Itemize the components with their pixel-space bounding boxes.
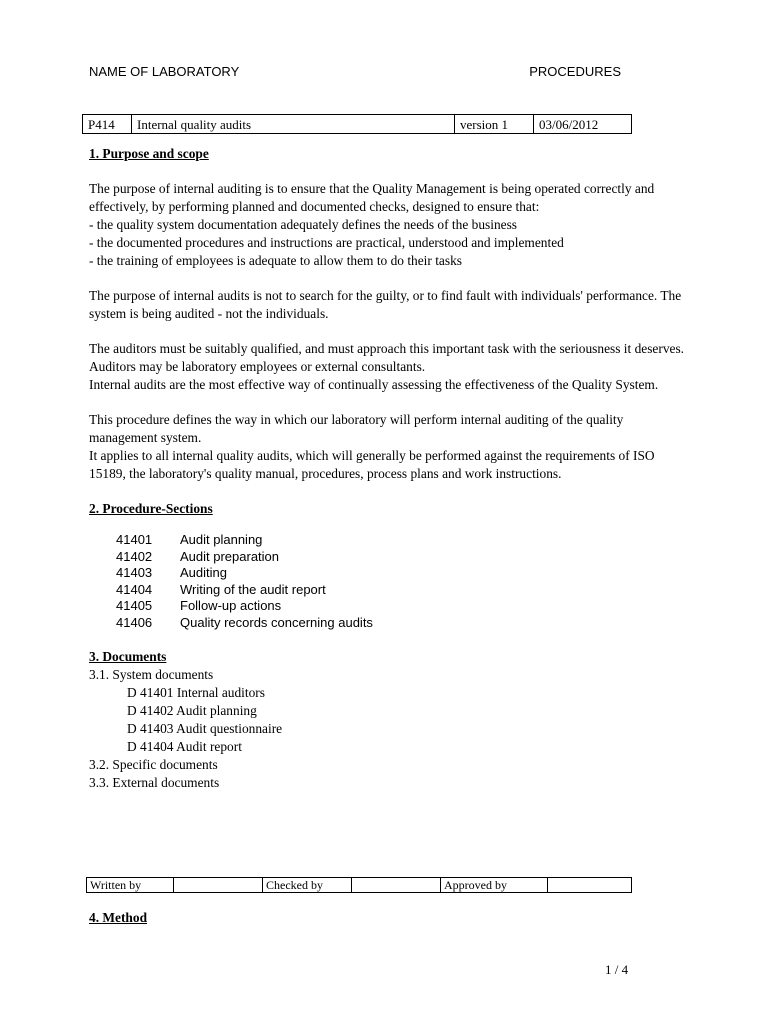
doc-type: PROCEDURES [529,64,621,79]
signoff-table [86,877,632,893]
subheading: 3.2. Specific documents [89,757,218,772]
list-item: 41406 Quality records concerning audits [116,614,373,630]
section-3-heading: 3. Documents [89,649,167,664]
written-by-label: Written by [87,878,174,893]
paragraph: The purpose of internal auditing is to ensure that the Quality Management is being operated correctly and effectively, by performing planned and documented checks, designed to ensure that: [89,181,655,214]
signoff-row [87,878,632,893]
doc-id-row [83,115,632,134]
doc-id-table [82,114,632,134]
doc-code: P414 [83,115,132,134]
list-item: 41403 Auditing [116,565,227,580]
checked-by-label: Checked by [263,878,352,893]
paragraph: This procedure defines the way in which our laboratory will perform internal auditing of the quality management system. [89,412,624,445]
paragraph: It applies to all internal quality audits, which will generally be performed against the requirements of ISO 15189, the laboratory's quality manual, procedures, process plans and work instructions. [89,448,655,481]
list-item: 41404 Writing of the audit report [116,581,326,597]
document-body [89,145,689,792]
list-item: 41402 Audit preparation [116,548,280,564]
procedure-sections-list [89,532,689,631]
paragraph: Internal audits are the most effective way of continually assessing the effectiveness of the Quality System. [89,377,659,392]
page-number: 1 / 4 [605,962,629,977]
section-2-heading: 2. Procedure-Sections [89,501,213,516]
subheading: 3.1. System documents [89,667,214,682]
approved-by-label: Approved by [441,878,548,893]
bullet-line: - the documented procedures and instructions are practical, understood and implemented [89,235,564,250]
checked-by-value [352,878,441,893]
paragraph: The auditors must be suitably qualified, and must approach this important task with the seriousness it deserves. Auditors may be laboratory employees or external consultants. [89,341,685,374]
section-1-heading: 1. Purpose and scope [89,146,209,161]
doc-version: version 1 [455,115,534,134]
written-by-value [174,878,263,893]
bullet-line: - the quality system documentation adequately defines the needs of the business [89,217,518,232]
bullet-line: - the training of employees is adequate to allow them to do their tasks [89,253,462,268]
subheading: 3.3. External documents [89,775,220,790]
list-item: D 41402 Audit planning [127,703,257,718]
paragraph: The purpose of internal audits is not to search for the guilty, or to find fault with individuals' performance. The system is being audited - not the individuals. [89,288,682,321]
approved-by-value [548,878,632,893]
section-4-heading: 4. Method [89,910,148,925]
list-item: 41405 Follow-up actions [116,598,282,613]
list-item: 41401 Audit planning [116,532,263,547]
list-item: D 41403 Audit questionnaire [127,721,283,736]
lab-name: NAME OF LABORATORY [89,64,240,79]
doc-title: Internal quality audits [132,115,455,134]
list-item: D 41401 Internal auditors [127,685,265,700]
doc-date: 03/06/2012 [534,115,632,134]
list-item: D 41404 Audit report [127,739,242,754]
